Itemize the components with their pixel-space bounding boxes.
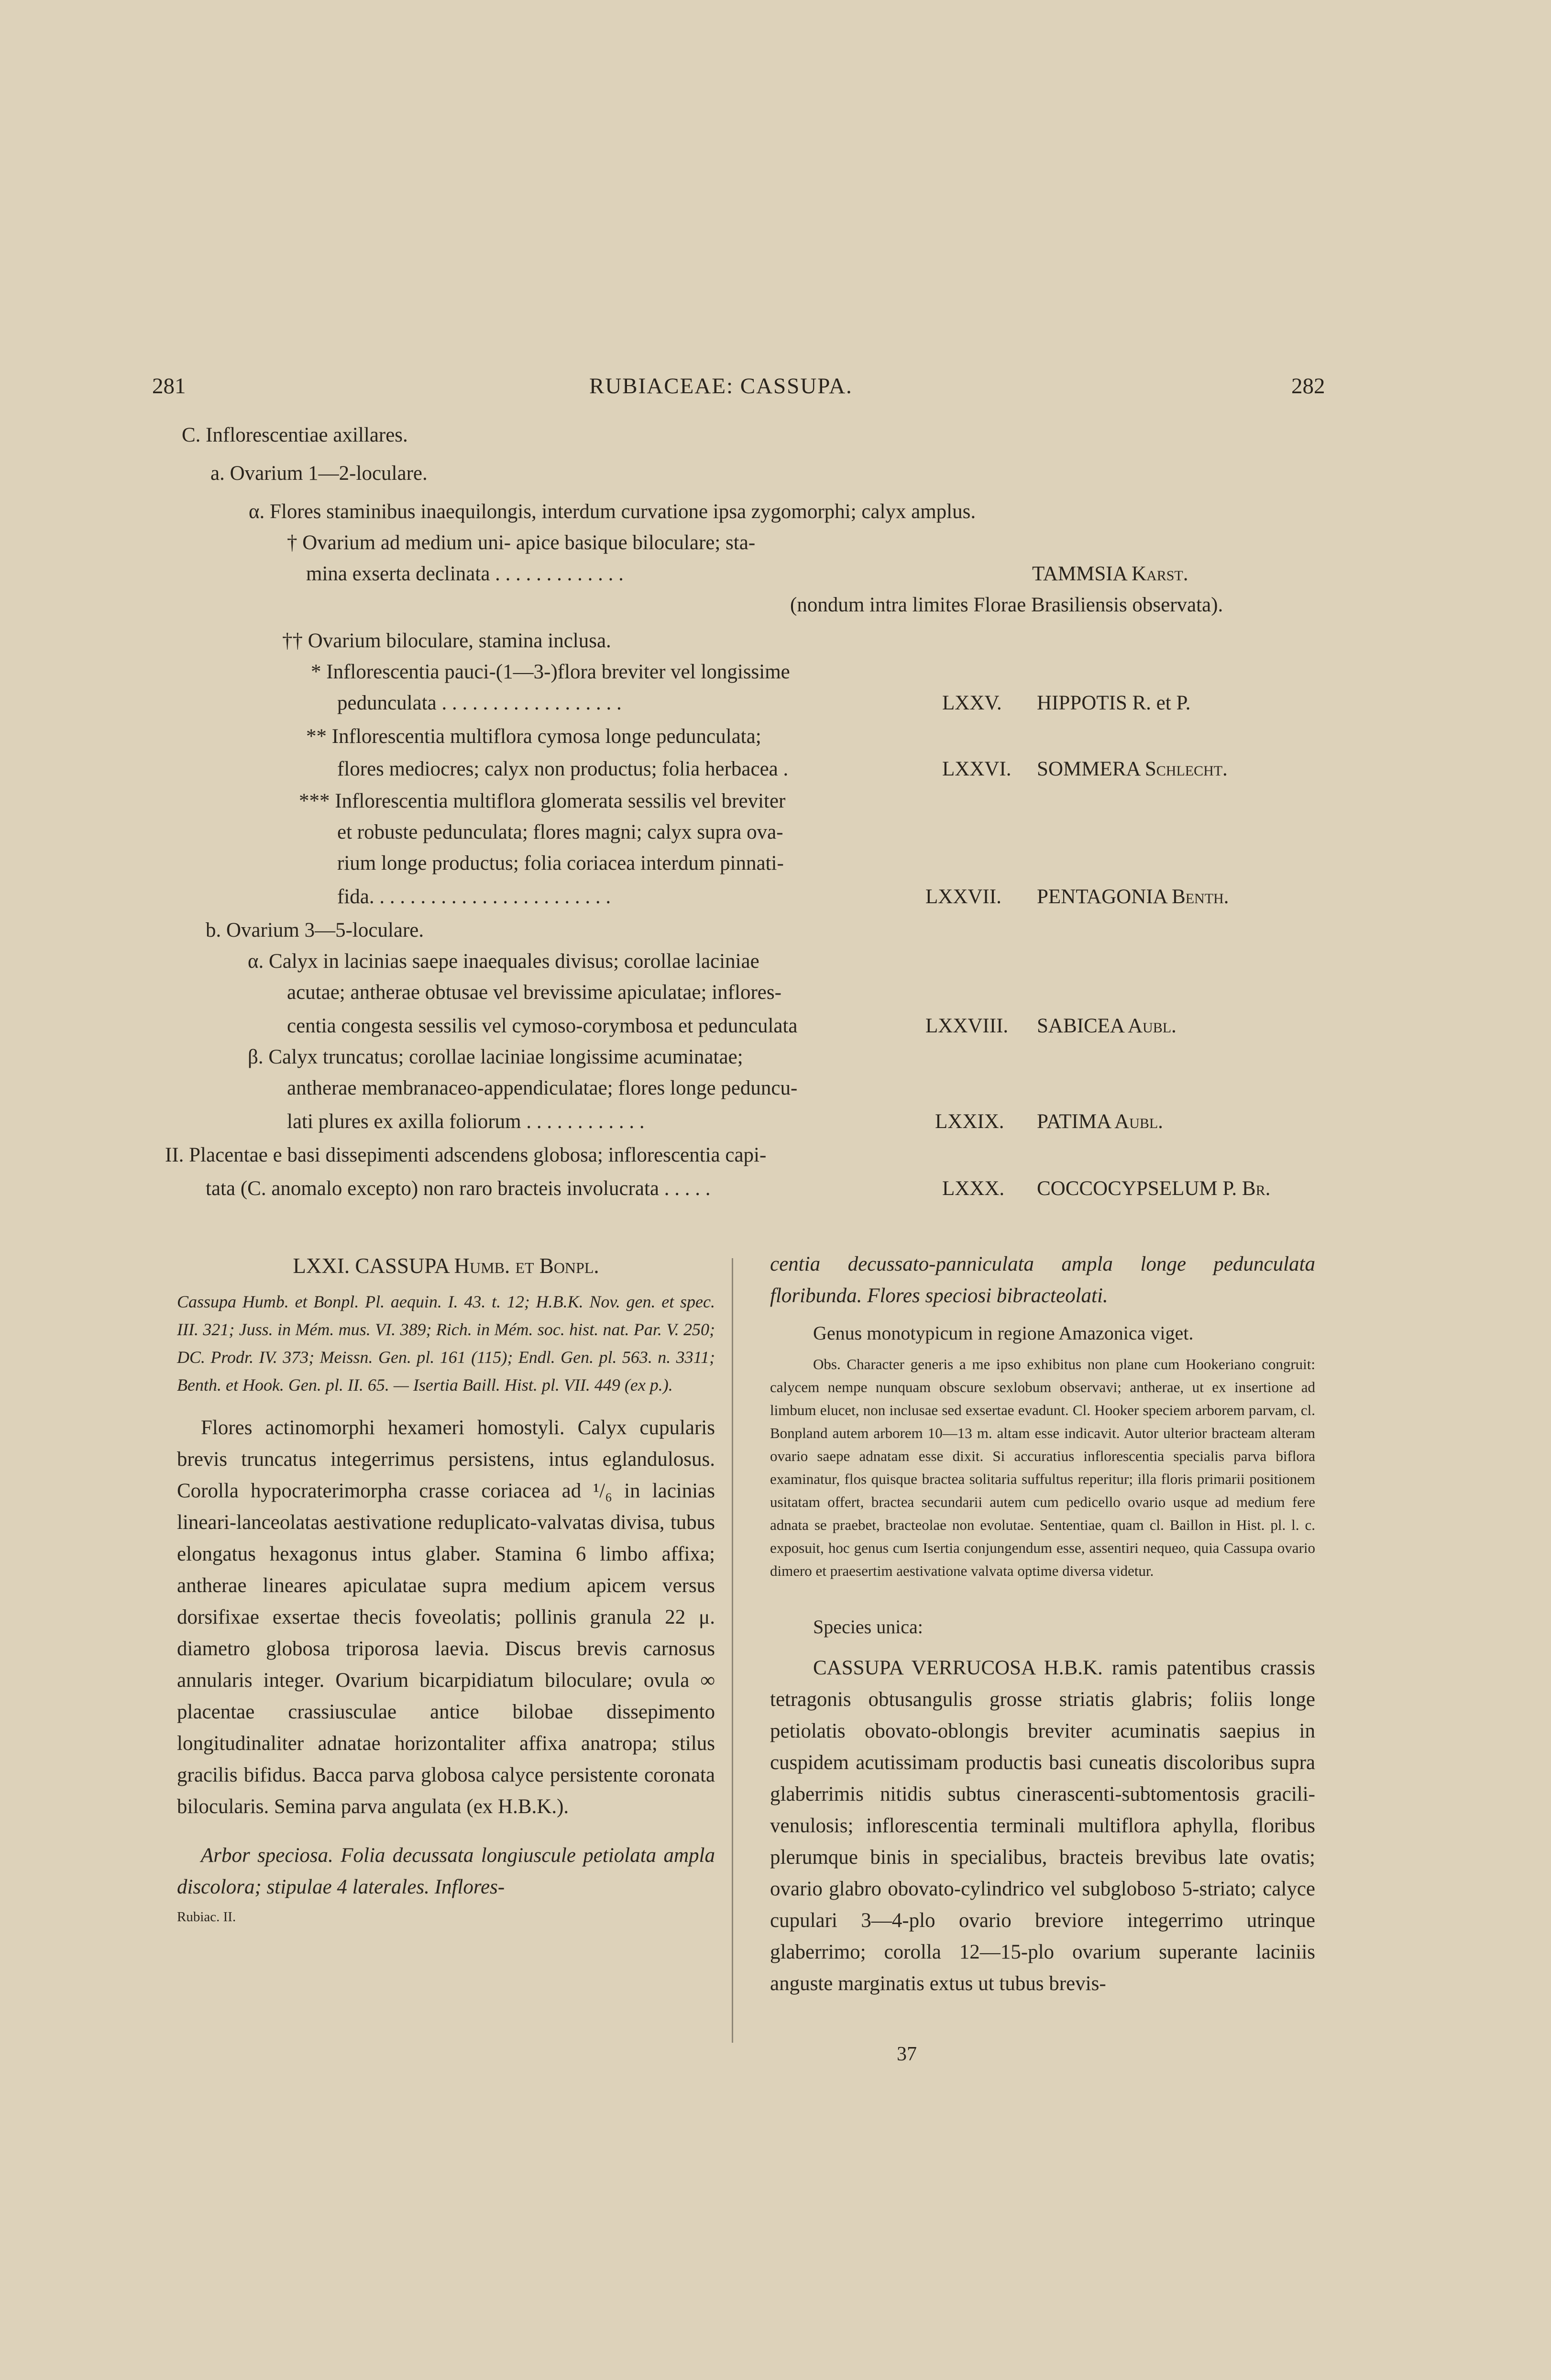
genus-description: Flores actinomorphi hexameri homostyli. Calyx cupularis brevis truncatus integerrimus persistens, intus eglandulosus. Corolla hypocraterimorpha crasse coriacea ad ¹/₆ in lacinias lineari-lanceolatas aestivatione reduplicato-valvatas divisa, tubus elongatus hexagonus intus glaber. Stamina 6 limbo affixa; antherae lineares apiculatae supra medium apicem versus dorsifixae exsertae thecis foveolatis; pollinis granula 22 μ. diametro globosa triporosa laevia. Discus brevis carnosus annularis integer. Ovarium bicarpidiatum biloculare; ovula ∞ placentae crassiusculae antice bilobae dissepimento longitudinaliter adnatae horizontaliter affixa anatropa; stilus gracilis bifidus. Bacca parva globosa calyce persistente coronata bilocularis. Semina parva angulata (ex H.B.K.). <box>177 1417 715 1818</box>
genus-sommera: SOMMERA Schlecht. <box>1037 758 1228 780</box>
key-star-2-line-1: ** Inflorescentia multiflora cymosa longe pedunculata; <box>306 725 761 748</box>
observation-note: Obs. Character generis a me ipso exhibitus non plane cum Hookeriano congruit: calycem nempe nunquam obscure sexlobum observavi; antherae, ut ex insertione ad limbum elucet, non inclusae sed exsertae evadunt. Cl. Hooker speciem arborem parvam, cl. Bonpland autem arborem 10—13 m. altam esse indicavit. Autor ulterior bracteam alteram ovario saepe adnatam esse dixit. Si accuratius inflorescentia specialis parva biflora examinatur, flos quisque bractea solitaria suffultus reperitur; illa floris primarii positionem usitatam offert, bractea secundarii autem cum pedicello ovario usque ad medium fere adnata se praebet, bracteolae non evolutae. Sententiae, quam cl. Baillon in Hist. pl. l. c. exposuit, hoc genus cum Isertia conjungendum esse, assentiri nequeo, quia Cassupa ovario dimero et praesertim aestivatione valvata optime diversa videtur. <box>770 1356 1315 1579</box>
key-star-2-line-2: flores mediocres; calyx non productus; folia herbacea . <box>337 758 789 780</box>
key-dagger-1-line-1: † Ovarium ad medium uni- apice basique biloculare; sta- <box>287 531 756 554</box>
key-beta-line-1: β. Calyx truncatus; corollae laciniae longissime acuminatae; <box>248 1046 743 1068</box>
genus-number-78: LXXVIII. <box>925 1015 1009 1037</box>
species-description: CASSUPA VERRUCOSA H.B.K. ramis patentibus crassis tetragonis obtusangulis grosse striatis glabris; foliis longe petiolatis obovato-oblongis breviter acuminatis saepius in cuspidem acutissimam productis basi cuneatis discoloribus supra glaberrimis nitidis subtus cinerascenti-subtomentosis gracili-venulosis; inflorescentia terminali multiflora aphylla, floribus plerumque binis in specialibus, bracteis brevibus late ovatis; ovario glabro obovato-cylindrico vel subgloboso 5-striato; calyce cupulari 3—4-plo ovario breviore integerrimo utrinque glaberrimo; corolla 12—15-plo ovarium superante laciniis anguste marginatis extus ut tubus brevis- <box>770 1657 1315 1995</box>
signature-number: 37 <box>897 2043 917 2065</box>
key-star-3-line-1: *** Inflorescentia multiflora glomerata sessilis vel breviter <box>299 790 786 812</box>
tammsia-note: (nondum intra limites Florae Brasiliensis observata). <box>790 594 1223 616</box>
key-beta-line-2: antherae membranaceo-appendiculatae; flores longe peduncu- <box>287 1077 798 1099</box>
genus-number-77: LXXVII. <box>925 886 1001 908</box>
genus-pentagonia: PENTAGONIA Benth. <box>1037 886 1229 908</box>
right-column <box>770 1249 1315 2000</box>
key-c-heading: C. Inflorescentiae axillares. <box>182 424 408 446</box>
key-beta-line-3: lati plures ex axilla foliorum . . . . . . . . . . . . <box>287 1110 645 1133</box>
genus-number-75: LXXV. <box>942 692 1002 714</box>
genus-sabicea: SABICEA Aubl. <box>1037 1015 1177 1037</box>
key-ii-line-2: tata (C. anomalo excepto) non raro bracteis involucrata . . . . . <box>206 1177 711 1200</box>
key-ii-line-1: II. Placentae e basi dissepimenti adscendens globosa; inflorescentia capi- <box>165 1144 767 1166</box>
species-heading: Species unica: <box>813 1616 923 1638</box>
key-alpha-2-line-3: centia congesta sessilis vel cymoso-corymbosa et pedunculata <box>287 1015 798 1037</box>
key-alpha-2-line-2: acutae; antherae obtusae vel brevissime apiculatae; inflores- <box>287 981 781 1004</box>
genus-patima: PATIMA Aubl. <box>1037 1110 1163 1133</box>
running-title: RUBIACEAE: CASSUPA. <box>589 374 853 399</box>
key-b-heading: b. Ovarium 3—5-loculare. <box>206 919 424 941</box>
key-star-3-line-4: fida. . . . . . . . . . . . . . . . . . . . . . . . <box>337 886 611 908</box>
key-double-dagger: †† Ovarium biloculare, stamina inclusa. <box>282 630 611 652</box>
genus-hippotis: HIPPOTIS R. et P. <box>1037 692 1191 714</box>
genus-number-80: LXXX. <box>942 1177 1005 1200</box>
key-alpha-2-line-1: α. Calyx in lacinias saepe inaequales divisus; corollae laciniae <box>248 950 759 973</box>
page-number-left: 281 <box>152 374 186 399</box>
page-number-right: 282 <box>1291 374 1325 399</box>
key-star-1-line-1: * Inflorescentia pauci-(1—3-)flora breviter vel longissime <box>311 661 790 683</box>
column-divider <box>732 1258 733 2043</box>
genus-number-79: LXXIX. <box>935 1110 1004 1133</box>
habit-text: Arbor speciosa. Folia decussata longiuscule petiolata ampla discolora; stipulae 4 laterales. Inflores- <box>177 1844 715 1898</box>
genus-number-76: LXXVI. <box>942 758 1012 780</box>
genus-title: LXXI. CASSUPA Humb. et Bonpl. <box>293 1254 599 1278</box>
key-star-1-line-2: pedunculata . . . . . . . . . . . . . . . . . . <box>337 692 622 714</box>
synonymy: Cassupa Humb. et Bonpl. Pl. aequin. I. 43. t. 12; H.B.K. Nov. gen. et spec. III. 321; Juss. in Mém. mus. VI. 389; Rich. in Mém. soc. hist. nat. Par. V. 250; DC. Prodr. IV. 373; Meissn. Gen. pl. 161 (115); Endl. Gen. pl. 563. n. 3311; Benth. et Hook. Gen. pl. II. 65. — Isertia Baill. Hist. pl. VII. 449 (ex p.). <box>177 1292 715 1395</box>
key-a-heading: a. Ovarium 1—2-loculare. <box>210 462 428 485</box>
key-dagger-1-line-2: mina exserta declinata . . . . . . . . . . . . . <box>306 563 624 585</box>
genus-coccocypselum: COCCOCYPSELUM P. Br. <box>1037 1177 1271 1200</box>
key-alpha-1: α. Flores staminibus inaequilongis, interdum curvatione ipsa zygomorphi; calyx amplus. <box>249 500 976 523</box>
key-star-3-line-3: rium longe productus; folia coriacea interdum pinnati- <box>337 852 784 875</box>
habit-continuation: centia decussato-panniculata ampla longe pedunculata floribunda. Flores speciosi bibracteolati. <box>770 1253 1315 1307</box>
genus-tammsia: TAMMSIA Karst. <box>1032 563 1188 585</box>
key-star-3-line-2: et robuste pedunculata; flores magni; calyx supra ova- <box>337 821 783 843</box>
distribution: Genus monotypicum in regione Amazonica viget. <box>813 1322 1194 1344</box>
footer-signature: Rubiac. II. <box>177 1909 236 1925</box>
left-column <box>177 1249 715 1928</box>
